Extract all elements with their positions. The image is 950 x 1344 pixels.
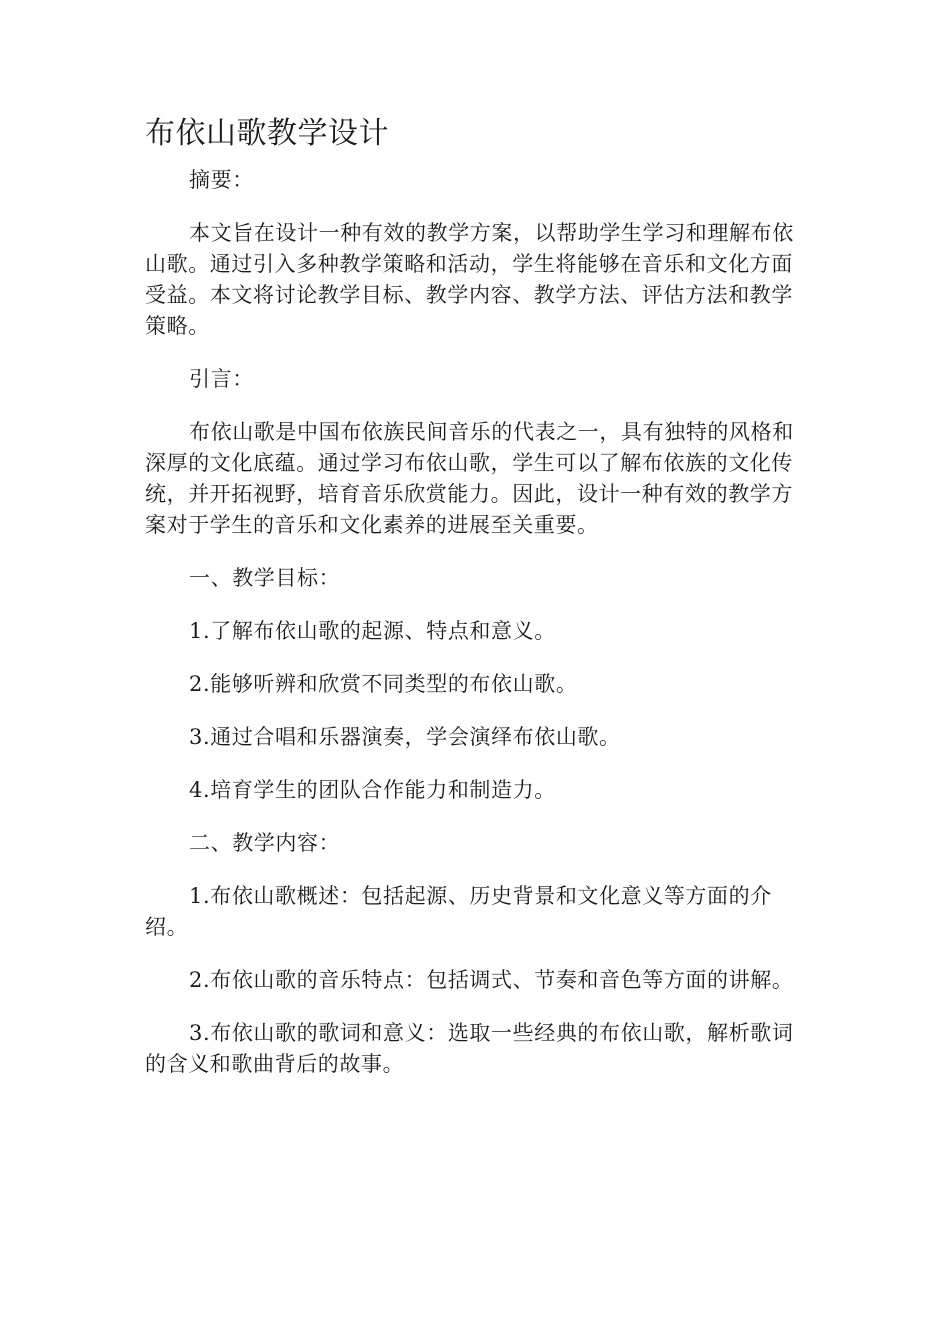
section-heading-goals: 一、教学目标： [189, 566, 341, 590]
document-body [145, 112, 805, 1102]
intro-heading: 引言： [189, 367, 254, 391]
intro-paragraph: 布依山歌是中国布依族民间音乐的代表之一，具有独特的风格和深厚的文化底蕴。通过学习布依山歌，学生可以了解布依族的文化传统，并开拓视野，培育音乐欣赏能力。因此，设计一种有效的教学方案对于学生的音乐和文化素养的进展至关重要。 [145, 420, 794, 537]
goal-item: 4.培育学生的团队合作能力和制造力。 [189, 778, 556, 802]
abstract-paragraph: 本文旨在设计一种有效的教学方案，以帮助学生学习和理解布依山歌。通过引入多种教学策略和活动，学生将能够在音乐和文化方面受益。本文将讨论教学目标、教学内容、教学方法、评估方法和教学策略。 [145, 221, 794, 338]
content-item: 2.布依山歌的音乐特点：包括调式、节奏和音色等方面的讲解。 [189, 968, 794, 992]
abstract-heading: 摘要： [189, 168, 254, 192]
content-item: 1.布依山歌概述：包括起源、历史背景和文化意义等方面的介绍。 [145, 884, 772, 939]
content-item: 3.布依山歌的歌词和意义：选取一些经典的布依山歌，解析歌词的含义和歌曲背后的故事。 [145, 1021, 794, 1076]
document-title: 布依山歌教学设计 [145, 116, 389, 151]
goal-item: 1.了解布依山歌的起源、特点和意义。 [189, 619, 556, 643]
goal-item: 2.能够听辨和欣赏不同类型的布依山歌。 [189, 672, 578, 696]
goal-item: 3.通过合唱和乐器演奏，学会演绎布依山歌。 [189, 725, 621, 749]
section-heading-content: 二、教学内容： [189, 831, 341, 855]
